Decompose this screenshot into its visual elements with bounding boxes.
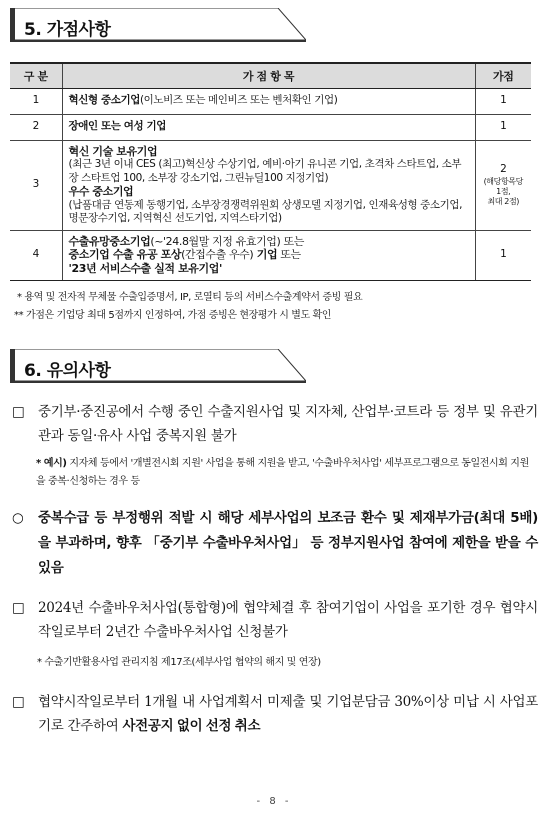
item-line: '23년 서비스수출 실적 보유기업' [68, 261, 222, 275]
notice-example [36, 455, 536, 491]
header-items: 가 점 항 목 [62, 63, 475, 88]
example-text: 지자체 등에서 '개별전시회 지원' 사업을 통해 지원을 받고, '수출바우처사업' 세부프로그램으로 동일전시회 지원을 중복·신청하는 경우 등 [36, 458, 529, 487]
row-number: 4 [10, 230, 62, 280]
table-note: * 용역 및 전자적 무체물 수출입증명서, IP, 로열티 등의 서비스수출계약서 증빙 필요 [17, 292, 363, 303]
table-row [10, 230, 531, 280]
section-5-title: 5. 가점사항 [24, 20, 111, 40]
header-category: 구 분 [10, 63, 62, 88]
table-row [10, 114, 531, 140]
notice-text: 중기부·중진공에서 수행 중인 수출지원사업 및 지자체, 산업부·코트라 등 정부 및 유관기관과 동일·유사 사업 중복지원 불가 [38, 404, 538, 444]
row-item [62, 88, 475, 114]
row-item-text: (이노비즈 또는 메인비즈 또는 벤처확인 기업) [139, 94, 338, 107]
notice-item [12, 506, 538, 581]
item-line: 중소기업 수출 유공 포상(간접수출 우수) 기업 또는 [68, 248, 301, 262]
score-note: (해당항목당 [483, 176, 523, 186]
row-score: 1 [475, 230, 531, 280]
header-score: 가점 [475, 63, 531, 88]
page-number: - 8 - [256, 796, 292, 807]
row-score: 1 [475, 114, 531, 140]
item-line: 수출유망중소기업(~'24.8월말 지정 유효기업) 또는 [68, 234, 304, 248]
table-row [10, 88, 531, 114]
row-number: 1 [10, 88, 62, 114]
score-value: 2 [500, 163, 507, 176]
row-number: 2 [10, 114, 62, 140]
notice-emphasis: 사전공지 없이 선정 취소 [122, 718, 261, 733]
notice-item [12, 690, 538, 738]
item-title: 혁신 기술 보유기업 [68, 144, 158, 158]
item-title: 우수 중소기업 [68, 185, 134, 198]
notice-item [12, 596, 538, 644]
row-item-bold: 혁신형 중소기업 [68, 94, 140, 107]
row-number: 3 [10, 140, 62, 230]
section-6-header [10, 349, 306, 383]
square-bullet-icon: □ [12, 694, 25, 710]
item-description: (납품대금 연동제 동행기업, 소부장경쟁력위원회 상생모델 지정기업, 인재육성형 중소기업, 명문장수기업, 지역혁신 선도기업, 지역스타기업) [68, 198, 463, 224]
table-note: ** 가점은 기업당 최대 5점까지 인정하여, 가점 증빙은 현장평가 시 별도 확인 [14, 310, 332, 321]
square-bullet-icon: □ [12, 404, 25, 420]
notice-reference: * 수출기반활용사업 관리지침 제17조(세부사업 협약의 해지 및 연장) [37, 657, 321, 668]
notice-text: 협약시작일로부터 1개월 내 사업계획서 미제출 및 기업분담금 30%이상 미납 시 사업포기로 간주하여 사전공지 없이 선정 취소 [38, 694, 538, 734]
score-note: 최대 2점) [487, 196, 520, 206]
table-row [10, 140, 531, 230]
score-note: 1점, [496, 186, 511, 196]
section-6-title: 6. 유의사항 [24, 361, 111, 381]
row-item-bold: 장애인 또는 여성 기업 [68, 120, 166, 133]
item-description: (최근 3년 이내 CES (최고)혁신상 수상기업, 예비·아기 유니콘 기업, 초격차 스타트업, 소부장 스타트업 100, 소부장 강소기업, 그린뉴딜100 지정기업) [68, 158, 462, 184]
circle-bullet-icon: ○ [12, 510, 24, 526]
notice-text: 2024년 수출바우처사업(통합형)에 협약체결 후 참여기업이 사업을 포기한 경우 협약시작일로부터 2년간 수출바우처사업 신청불가 [38, 600, 538, 640]
table-header-row [10, 63, 531, 88]
square-bullet-icon: □ [12, 600, 25, 616]
row-item [62, 114, 475, 140]
row-score: 1 [475, 88, 531, 114]
section-5-header [10, 8, 306, 42]
notice-text: 중복수급 등 부정행위 적발 시 해당 세부사업의 보조금 환수 및 제재부가금(최대 5배)을 부과하며, 향후 「중기부 수출바우처사업」 등 정부지원사업 참여에 제한을 받을 수 있음 [38, 510, 538, 576]
example-label: * 예시) [36, 458, 67, 469]
notice-item [12, 400, 538, 448]
row-item [62, 140, 475, 230]
row-score [475, 140, 531, 230]
bonus-points-table [10, 62, 531, 281]
row-item [62, 230, 475, 280]
